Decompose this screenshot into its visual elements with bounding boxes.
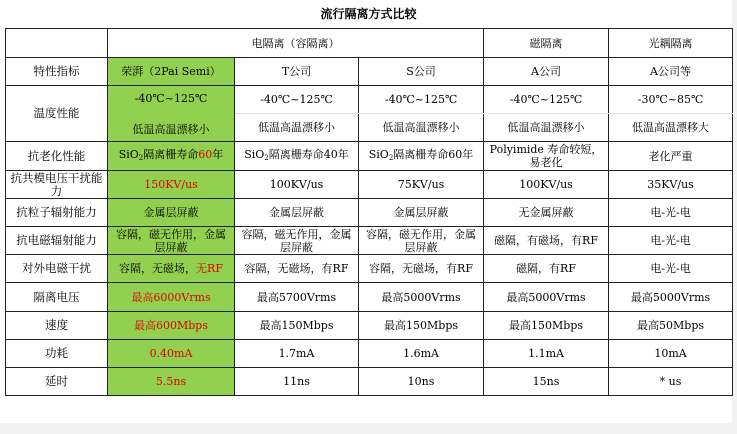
row-label: 功耗 <box>6 340 108 368</box>
cell: 低温高温漂移大 <box>609 114 733 142</box>
vendor-a: A公司 <box>484 58 609 86</box>
cell: 磁隔，有磁场，有RF <box>484 227 609 255</box>
cell: 低温高温漂移小 <box>484 114 609 142</box>
cell <box>108 255 235 283</box>
cell: 最高150Mbps <box>484 312 609 340</box>
cell: 最高600Mbps <box>108 312 235 340</box>
cell-temp-2pai <box>108 86 235 142</box>
text: 隔离栅寿命40年 <box>268 147 349 161</box>
cell: 100KV/us <box>484 171 609 199</box>
comparison-table <box>5 28 733 396</box>
cell: 电-光-电 <box>609 199 733 227</box>
row-label: 温度性能 <box>6 86 108 142</box>
cell <box>235 142 359 171</box>
table-row <box>6 340 733 368</box>
text: 隔离栅寿命 <box>143 147 199 161</box>
highlight-text: 无RF <box>196 262 223 275</box>
text: SiO <box>244 147 265 161</box>
cell: 最高50Mbps <box>609 312 733 340</box>
highlight-text: 60 <box>198 147 213 161</box>
vendor-t: T公司 <box>235 58 359 86</box>
text: 隔离栅寿命60年 <box>393 147 474 161</box>
table-row <box>6 86 733 114</box>
row-label: 速度 <box>6 312 108 340</box>
cell: 最高5000Vrms <box>484 283 609 312</box>
cell: 最高6000Vrms <box>108 283 235 312</box>
table-row <box>6 368 733 396</box>
cell: 电-光-电 <box>609 227 733 255</box>
cell: -40℃~125℃ <box>484 86 609 114</box>
cell: 最高150Mbps <box>359 312 484 340</box>
cell <box>359 142 484 171</box>
table-row <box>6 255 733 283</box>
row-label: 隔离电压 <box>6 283 108 312</box>
text: 容隔，无磁场， <box>119 262 197 275</box>
cell: 容隔，无磁场，有RF <box>235 255 359 283</box>
empty-corner-cell <box>6 29 108 58</box>
text: 年 <box>212 147 224 161</box>
vendor-s: S公司 <box>359 58 484 86</box>
cell: 容隔，磁无作用，金属层屏蔽 <box>235 227 359 255</box>
row-label: 抗电磁辐射能力 <box>6 227 108 255</box>
cell: 低温高温漂移小 <box>235 114 359 142</box>
row-label: 抗老化性能 <box>6 142 108 171</box>
table-row <box>6 199 733 227</box>
cell: -40℃~125℃ <box>359 86 484 114</box>
cell: 10ns <box>359 368 484 396</box>
cell: 35KV/us <box>609 171 733 199</box>
cell: 最高150Mbps <box>235 312 359 340</box>
cell: 金属层屏蔽 <box>359 199 484 227</box>
table-row <box>6 283 733 312</box>
cell: 150KV/us <box>108 171 235 199</box>
table-title: 流行隔离方式比较 <box>320 7 417 21</box>
cell: 最高5000Vrms <box>609 283 733 312</box>
vendor-header-row <box>6 58 733 86</box>
cell: 10mA <box>609 340 733 368</box>
text: SiO <box>368 147 389 161</box>
group-magnetic: 磁隔离 <box>484 29 609 58</box>
cell: 金属层屏蔽 <box>235 199 359 227</box>
cell: 容隔，磁无作用，金属层屏蔽 <box>359 227 484 255</box>
cell: -30℃~85℃ <box>609 86 733 114</box>
cell: 1.6mA <box>359 340 484 368</box>
temp-range: -40℃~125℃ <box>134 91 208 105</box>
vendor-a-etc: A公司等 <box>609 58 733 86</box>
cell: 15ns <box>484 368 609 396</box>
cell: -40℃~125℃ <box>235 86 359 114</box>
row-label: 对外电磁干扰 <box>6 255 108 283</box>
cell: 无金属屏蔽 <box>484 199 609 227</box>
group-header-row <box>6 29 733 58</box>
cell: 容隔，磁无作用，金属层屏蔽 <box>108 227 235 255</box>
table-row <box>6 227 733 255</box>
cell: 电-光-电 <box>609 255 733 283</box>
vendor-2pai: 荣湃（2Pai Semi） <box>108 58 235 86</box>
subscript: 2 <box>264 153 269 162</box>
group-optical: 光耦隔离 <box>609 29 733 58</box>
subscript: 2 <box>388 153 394 162</box>
cell: 容隔，无磁场，有RF <box>359 255 484 283</box>
cell: 75KV/us <box>359 171 484 199</box>
cell: 0.40mA <box>108 340 235 368</box>
temp-drift: 低温高温漂移小 <box>132 122 210 136</box>
table-row <box>6 142 733 171</box>
cell: 1.7mA <box>235 340 359 368</box>
cell: 1.1mA <box>484 340 609 368</box>
cell: 低温高温漂移小 <box>359 114 484 142</box>
group-electric: 电隔离（容隔离） <box>108 29 484 58</box>
cell: Polyimide 寿命较短，易老化 <box>484 142 609 171</box>
cell: 5.5ns <box>108 368 235 396</box>
table-row <box>6 312 733 340</box>
row-label: 延时 <box>6 368 108 396</box>
cell: 最高5000Vrms <box>359 283 484 312</box>
cell: * us <box>609 368 733 396</box>
cell: 100KV/us <box>235 171 359 199</box>
cell: 磁隔，有RF <box>484 255 609 283</box>
cell <box>108 142 235 171</box>
row-label: 抗粒子辐射能力 <box>6 199 108 227</box>
row-label: 抗共模电压干扰能力 <box>6 171 108 199</box>
cell: 老化严重 <box>609 142 733 171</box>
table-row <box>6 171 733 199</box>
row-label: 特性指标 <box>6 58 108 86</box>
text: SiO <box>118 147 139 161</box>
cell: 最高5700Vrms <box>235 283 359 312</box>
subscript: 2 <box>138 153 144 162</box>
cell: 金属层屏蔽 <box>108 199 235 227</box>
cell: 11ns <box>235 368 359 396</box>
